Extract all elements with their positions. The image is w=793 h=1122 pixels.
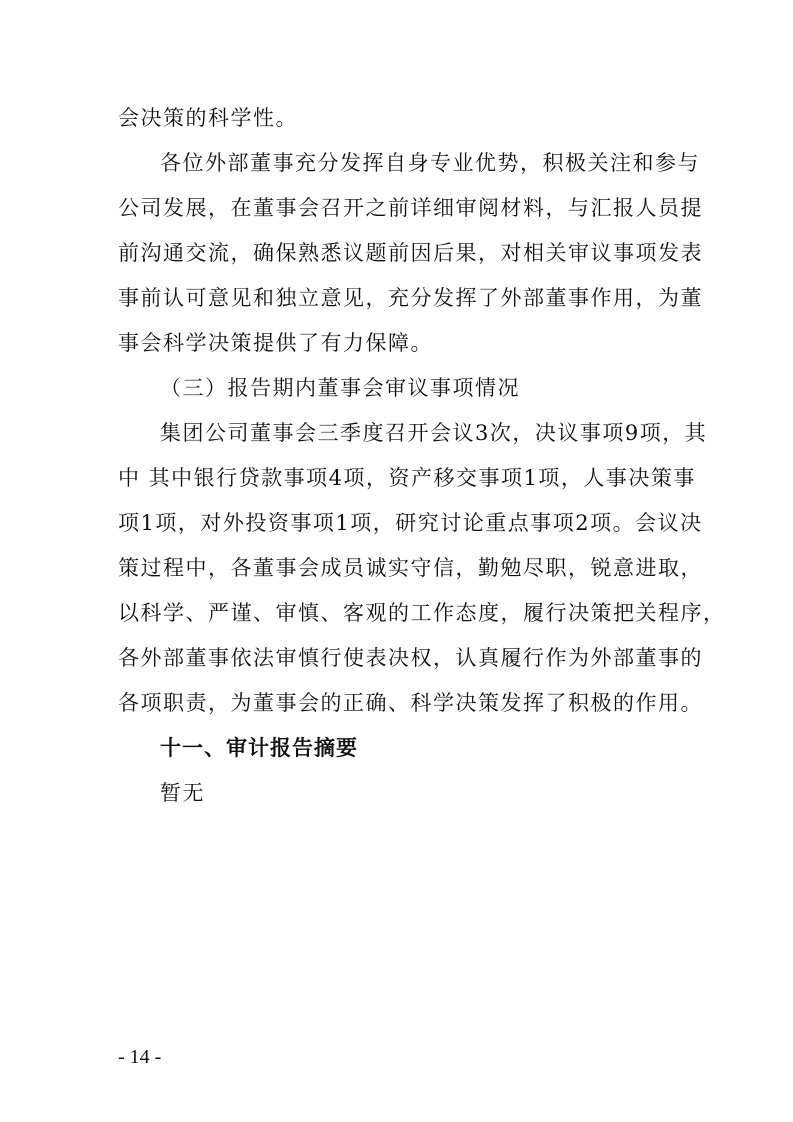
section-body: 暂无: [160, 781, 205, 805]
paragraph-line-6: 事会科学决策提供了有力保障。: [118, 331, 433, 355]
paragraph-line-3: 公司发展，在董事会召开之前详细审阅材料，与汇报人员提: [118, 196, 703, 220]
page-number: - 14 -: [118, 1046, 162, 1068]
paragraph-line-10: 项1项，对外投资事项1项，研究讨论重点事项2项。会议决: [118, 511, 703, 535]
paragraph-line-11: 策过程中，各董事会成员诚实守信，勤勉尽职，锐意进取，: [118, 556, 703, 580]
paragraph-line-14: 各项职责，为董事会的正确、科学决策发挥了积极的作用。: [118, 691, 703, 715]
paragraph-line-9: 中 其中银行贷款事项4项，资产移交事项1项，人事决策事: [118, 466, 696, 490]
paragraph-line-8: 集团公司董事会三季度召开会议3次，决议事项9项，其: [160, 421, 708, 445]
paragraph-line-2: 各位外部董事充分发挥自身专业优势，积极关注和参与: [160, 151, 700, 175]
section-heading: 十一、审计报告摘要: [160, 736, 358, 760]
paragraph-line-12: 以科学、严谨、审慎、客观的工作态度，履行决策把关程序，: [118, 601, 726, 625]
paragraph-line-4: 前沟通交流，确保熟悉议题前因后果，对相关审议事项发表: [118, 241, 703, 265]
paragraph-line-13: 各外部董事依法审慎行使表决权，认真履行作为外部董事的: [118, 646, 703, 670]
paragraph-line-1: 会决策的科学性。: [118, 106, 298, 130]
subsection-heading: （三）报告期内董事会审议事项情况: [160, 376, 520, 400]
paragraph-line-5: 事前认可意见和独立意见，充分发挥了外部董事作用，为董: [118, 286, 703, 310]
